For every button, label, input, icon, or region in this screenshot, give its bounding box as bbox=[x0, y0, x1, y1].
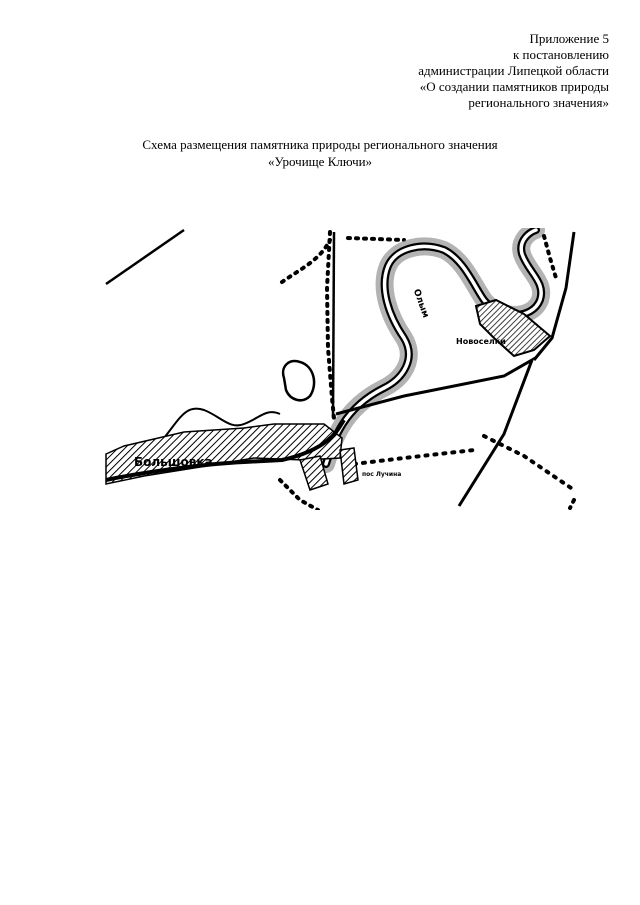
map-road-vertical bbox=[333, 232, 334, 418]
appendix-ref-line: к постановлению bbox=[512, 47, 609, 62]
map-road-main bbox=[336, 360, 532, 506]
scheme-title-line2: «Урочище Ключи» bbox=[267, 154, 373, 169]
map-pond bbox=[283, 361, 314, 400]
appendix-header bbox=[418, 31, 609, 111]
map-boundary-dotted-top bbox=[348, 238, 404, 240]
scheme-title-line1: Схема размещения памятника природы регионального значения bbox=[142, 137, 498, 152]
map-label-small: пос Лучина bbox=[362, 471, 402, 478]
appendix-decree-title: «О создании памятников природы bbox=[419, 79, 609, 94]
appendix-number: Приложение 5 bbox=[529, 31, 609, 46]
map-boundary-dotted-right bbox=[544, 236, 556, 278]
map-boundary-dotted-lowmid bbox=[354, 450, 474, 464]
map-boundary-dotted-far-right bbox=[570, 500, 574, 508]
map-boundary-dotted-left bbox=[282, 240, 330, 282]
location-map bbox=[104, 228, 576, 510]
map-label-bolshovka: Большовка bbox=[134, 455, 213, 469]
map-label-novoselki: Новоселки bbox=[456, 337, 506, 346]
map-image bbox=[104, 228, 576, 510]
map-label-river: Олым bbox=[410, 287, 431, 320]
scheme-title bbox=[0, 136, 640, 170]
appendix-decree-title-cont: регионального значения» bbox=[468, 95, 609, 110]
map-settlement-south2 bbox=[340, 448, 358, 484]
appendix-authority: администрации Липецкой области bbox=[418, 63, 609, 78]
map-road-diagonal bbox=[106, 230, 184, 284]
